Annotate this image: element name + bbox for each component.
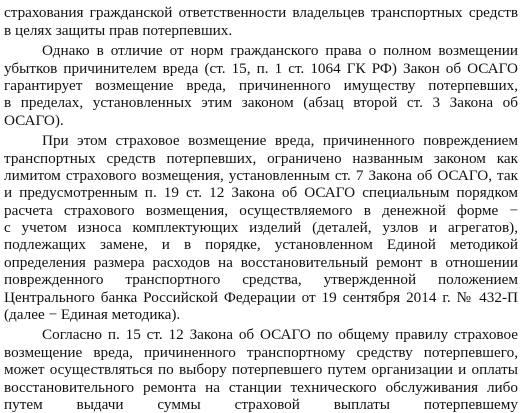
text-line: возмещение вреда, причиненного транспортному средству потерпевшего, [4, 343, 518, 361]
text-line: подлежащих замене, и в порядке, установленном Единой методикой [4, 236, 518, 254]
text-line: может осуществляться по выбору потерпевшего путем организации и оплаты [4, 361, 518, 379]
text-line: в целях защиты прав потерпевших. [4, 21, 233, 39]
text-line: восстановительного ремонта на станции технического обслуживания либо [4, 378, 518, 396]
text-line: в пределах, установленных этим законом (абзац второй ст. 3 Закона об [4, 94, 518, 112]
text-line: расчета страхового возмещения, осуществляемого в денежной форме − [4, 201, 518, 219]
paragraph-first-line: Согласно п. 15 ст. 12 Закона об ОСАГО по общему правилу страховое [42, 326, 518, 344]
text-line: (далее − Единая методика). [4, 306, 181, 324]
text-line: ОСАГО). [4, 111, 64, 129]
text-line: определения размера расходов на восстановительный ремонт в отношении [4, 253, 518, 271]
text-line: убытков причинителем вреда (ст. 15, п. 1 ст. 1064 ГК РФ) Закон об ОСАГО [4, 59, 518, 77]
text-line: страхования гражданской ответственности владельцев транспортных средств [4, 4, 518, 22]
text-line: гарантирует возмещение вреда, причиненного имуществу потерпевших, [4, 76, 518, 94]
paragraph-first-line: При этом страховое возмещение вреда, причиненного повреждением [42, 132, 518, 150]
text-line: Центрального банка Российской Федерации от 19 сентября 2014 г. № 432-П [4, 288, 518, 306]
text-line: лимитом страхового возмещения, установленным ст. 7 Закона об ОСАГО, так [4, 166, 518, 184]
paragraph-first-line: Однако в отличие от норм гражданского права о полном возмещении [42, 42, 518, 60]
text-line: транспортных средств потерпевших, ограничено названным законом как [4, 149, 518, 167]
text-line: с учетом износа комплектующих изделий (деталей, узлов и агрегатов), [4, 219, 518, 237]
text-line: путем выдачи суммы страховой выплаты потерпевшему [4, 395, 518, 413]
text-line: и предусмотренным п. 19 ст. 12 Закона об ОСАГО специальным порядком [4, 184, 518, 202]
text-line: поврежденного транспортного средства, утвержденной положением [4, 271, 518, 289]
